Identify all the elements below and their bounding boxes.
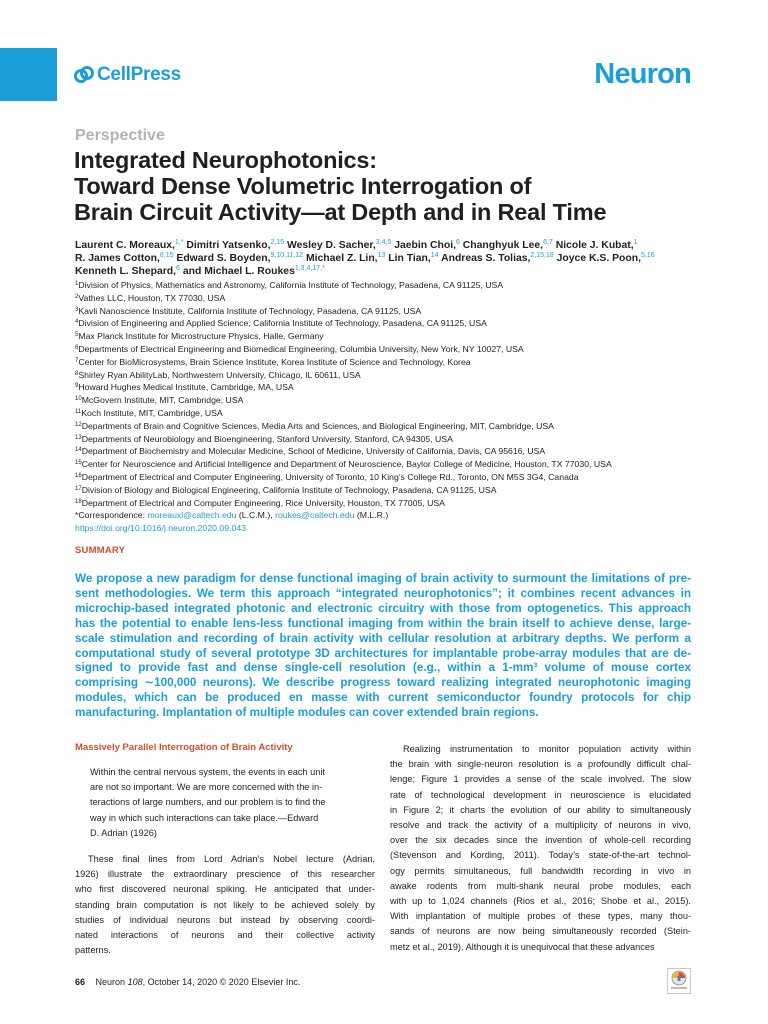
summary-line: sent methodologies. We term this approach “integrated neurophotonics”; it combines recent advances in [75,586,691,600]
summary-line: scale stimulation and recording of brain activity with cellular resolution at arbitrary depths. We perform a [75,631,691,645]
affiliation: $^{13}$Departments of Neurobiology and Bioengineering, Stanford University, Stanford, CA 94305, USA [75,433,453,444]
title-line: Brain Circuit Activity—at Depth and in Real Time [74,199,607,225]
author-line [75,266,700,279]
footer-volume: 108 [127,977,143,987]
author[interactable]: Michael Z. Lin,$^{13}$ [305,251,386,264]
title-line: Integrated Neurophotonics: [74,147,377,173]
summary-line: We propose a new paradigm for dense functional imaging of brain activity to surmount the limitations of pre- [75,572,691,585]
affiliation: $^{15}$Center for Neuroscience and Artificial Intelligence and Department of Neuroscience, Baylor College of Medicine, Houston, TX 77030, USA [75,459,612,470]
left-column [75,742,375,958]
affiliation: $^{12}$Departments of Brain and Cognitive Sciences, Media Arts and Sciences, and Biological Engineering, MIT, Cambridge, USA [75,420,554,431]
quote-line: way in which such interactions can take place.—Edward [90,812,319,823]
summary-line: signed to provide fast and dense single-cell resolution (e.g., within a 1-mm³ volume of mouse cortex [75,661,691,675]
author[interactable]: Changhyuk Lee,$^{6,7}$ [462,239,553,251]
journal-logo[interactable]: Neuron [594,58,691,90]
summary-line: computational study of several prototype 3D architectures for implantable probe-array modules that are de- [75,646,691,660]
affiliation: $^{10}$McGovern Institute, MIT, Cambridge, USA [75,395,244,406]
summary-text [75,572,691,721]
article-title [74,147,714,225]
footer-date: , October 14, 2020 © 2020 Elsevier Inc. [142,977,301,987]
para-line: sands of neurons are now being simultaneously recorded (Stein- [390,926,691,937]
para-line: These final lines from Lord Adrian’s Nobel lecture (Adrian, [88,854,375,865]
affiliation: $^4$Division of Engineering and Applied Science, California Institute of Technology, Pasadena, CA 91125, USA [75,318,487,329]
author[interactable]: Edward S. Boyden,$^{9,10,11,12}$ [176,251,304,264]
author[interactable]: Laurent C. Moreaux,$^{1,*}$ [75,239,184,251]
affiliation: $^8$Shirley Ryan AbilityLab, Northwestern University, Chicago, IL 60611, USA [75,369,361,380]
affiliation: $^6$Departments of Electrical Engineering and Biomedical Engineering, Columbia University, New York, NY 10027, USA [75,343,524,354]
correspondence: *Correspondence: moreauxl@caltech.edu (L.C.M.), roukes@caltech.edu (M.L.R.) [75,510,389,521]
para-line: ogy permits simultaneous, full bandwidth recording in vivo in [390,865,691,876]
brand-corner-block [0,48,57,101]
affiliation: $^{16}$Department of Electrical and Computer Engineering, University of Toronto, 10 King’s College Rd., Toronto, ON M5S 3G4, Canada [75,471,579,482]
para-line: 1926) illustrate the extraordinary prescience of this researcher [75,869,375,880]
footer-journal: Neuron [95,977,126,987]
author[interactable]: Jaebin Choi,$^6$ [394,239,460,251]
affiliation: $^{18}$Department of Electrical and Computer Engineering, Rice University, Houston, TX 77005, USA [75,497,445,508]
author[interactable]: Kenneth L. Shepard,$^6$ [75,264,180,277]
quote-line: teractions of large numbers, and our problem is to find the [90,797,326,808]
summary-line: manufacturing. Implantation of multiple modules can cover extended brain regions. [75,706,539,720]
para-line: who first discovered neuronal spiking. He anticipated that under- [75,884,375,895]
affiliation: $^3$Kavli Nanoscience Institute, California Institute of Technology, Pasadena, CA 91125, USA [75,305,422,316]
affiliation: $^{14}$Department of Biochemistry and Molecular Medicine, School of Medicine, University of California, Davis, CA 95616, USA [75,446,546,457]
epigraph-quote [90,765,370,841]
quote-line: D. Adrian (1926) [90,827,157,838]
para-line: metz et al., 2019). Although it is unequivocal that these advances [390,941,655,952]
para-line: awake rodents from multi-shank neural probe modules, each [390,880,691,891]
body-paragraph [75,852,375,958]
page-number: 66 [75,977,86,987]
crossmark-icon[interactable] [667,968,691,994]
para-line: (Stevenson and Kording, 2011). Today’s state-of-the-art technol- [390,850,691,861]
quote-line: are not so important. We are more concerned with the in- [90,782,323,793]
affiliation: $^9$Howard Hughes Medical Institute, Cambridge, MA, USA [75,382,294,393]
article-type: Perspective [75,127,165,144]
para-line: patterns. [75,945,111,956]
author[interactable]: and Michael L. Roukes$^{1,3,4,17,*}$ [182,264,325,277]
cellpress-logo[interactable] [74,62,181,88]
para-line: standing brain computation is not likely to be achieved solely by [75,899,375,910]
para-line: resolve and track the activity of a multiplicity of neurons in vivo, [390,820,691,831]
email-link[interactable]: moreauxl@caltech.edu [147,510,237,521]
section-heading: Massively Parallel Interrogation of Brain Activity [75,742,293,753]
author[interactable]: Nicole J. Kubat,$^1$ [555,239,638,251]
para-line: rate of technological development in neuroscience is elucidated [390,789,691,800]
author[interactable]: Joyce K.S. Poon,$^{5,16}$ [556,251,655,264]
author[interactable]: Andreas S. Tolias,$^{2,15,18}$ [441,251,554,264]
para-line: lenge; Figure 1 provides a sense of the scale involved. The slow [390,774,691,785]
para-line: With implantation of multiple probes of these types, many thou- [390,911,691,922]
author[interactable]: Lin Tian,$^{14}$ [388,251,439,264]
summary-line: comprising ∼100,000 neurons). We describe progress toward realizing integrated neurophotonic imaging [75,676,691,690]
para-line: the brain with single-neuron resolution is a profoundly difficult chal- [390,759,691,770]
para-line: studies of individual neurons but instead by observing coordi- [75,914,375,925]
doi-link[interactable]: https://doi.org/10.1016/j.neuron.2020.09.043 [75,523,246,534]
publisher-name: CellPress [97,64,181,85]
para-line: Realizing instrumentation to monitor population activity within [403,744,691,754]
body-paragraph [390,742,691,955]
summary-line: has the potential to enable lens-less functional imaging from within the brain itself to achieve dense, large- [75,616,691,630]
affiliation: $^1$Division of Physics, Mathematics and Astronomy, California Institute of Technology, Pasadena, CA 91125, USA [75,280,504,290]
author[interactable]: R. James Cotton,$^{8,15}$ [75,251,174,264]
affiliations [75,279,705,535]
right-column [390,742,691,955]
author[interactable]: Wesley D. Sacher,$^{3,4,5}$ [286,239,392,251]
author[interactable]: Dimitri Yatsenko,$^{2,15}$ [186,239,285,251]
author-line [75,253,700,266]
quote-line: Within the central nervous system, the events in each unit [90,767,325,777]
cellpress-mark-icon [74,65,94,85]
summary-line: microchip-based integrated photonic and electronic circuitry with those from optogenetics. This approach [75,601,691,615]
affiliation: $^{11}$Koch Institute, MIT, Cambridge, USA [75,407,223,418]
summary-heading: SUMMARY [75,545,126,556]
para-line: nated interactions of neurons and their collective activity [75,930,375,941]
para-line: in Figure 2; it charts the evolution of our ability to simultaneously [390,804,691,815]
author-list [75,240,700,278]
affiliation: $^{17}$Division of Biology and Biological Engineering, California Institute of Technology, Pasadena, CA 91125, USA [75,484,497,495]
email-link[interactable]: roukes@caltech.edu [275,510,355,521]
para-line: over the six decades since the invention of whole-cell recording [390,835,691,846]
summary-line: modules, which can be produced en masse with current semiconductor foundry protocols for chip [75,691,691,705]
affiliation: $^2$Vathes LLC, Houston, TX 77030, USA [75,292,226,303]
page-footer [75,977,300,987]
para-line: with up to 1,024 channels (Rios et al., 2016; Shobe et al., 2015). [390,896,691,907]
title-line: Toward Dense Volumetric Interrogation of [74,173,532,199]
affiliation: $^5$Max Planck Institute for Microstructure Physics, Halle, Germany [75,331,324,342]
affiliation: $^7$Center for BioMicrosystems, Brain Science Institute, Korea Institute of Science and Technology, Korea [75,356,471,367]
